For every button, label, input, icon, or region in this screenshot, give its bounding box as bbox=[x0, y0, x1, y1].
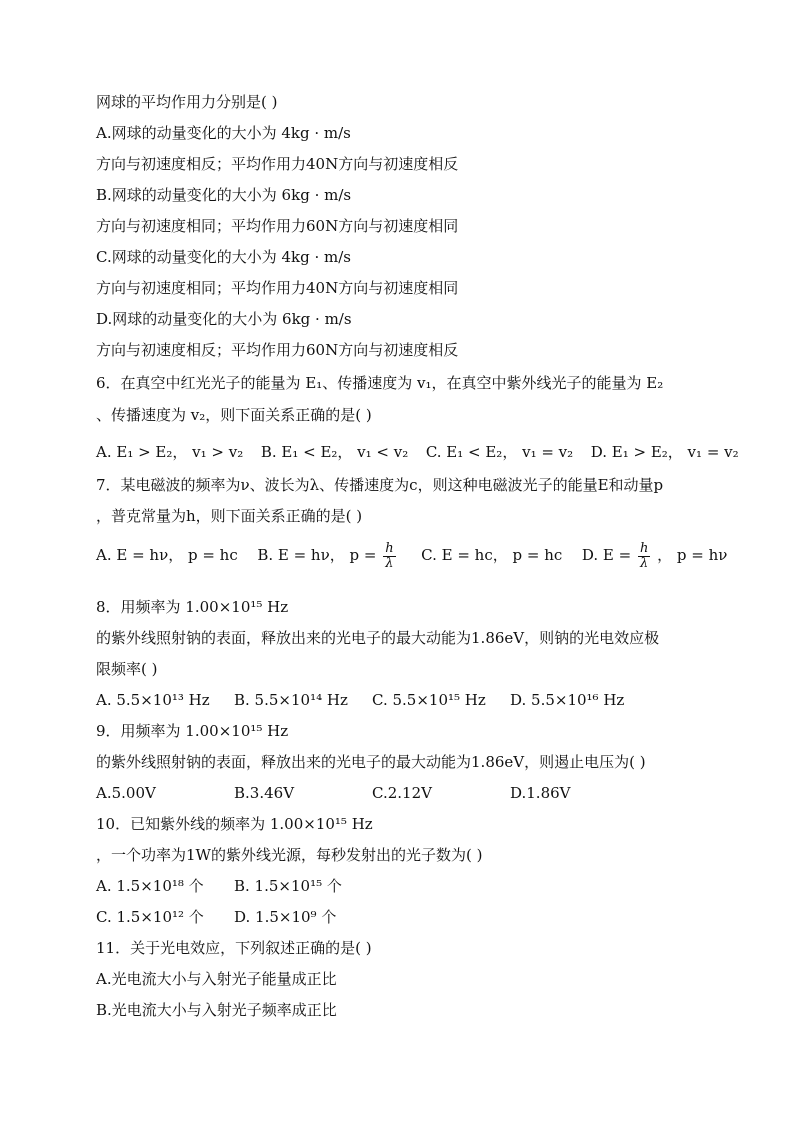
q5-option-c-line1: C.网球的动量变化的大小为 4kg · m/s bbox=[96, 248, 351, 266]
q6-stem-line2: 、传播速度为 v₂，则下面关系正确的是( ) bbox=[96, 406, 372, 424]
q10-option-d: D. 1.5×10⁹ 个 bbox=[234, 908, 337, 926]
q7-stem-line1: 7．某电磁波的频率为ν、波长为λ、传播速度为c，则这种电磁波光子的能量E和动量p bbox=[96, 476, 664, 494]
q8-stem-line2: 的紫外线照射钠的表面，释放出来的光电子的最大动能为1.86eV，则钠的光电效应极 bbox=[96, 629, 660, 647]
q5-option-a-line2: 方向与初速度相反；平均作用力40N方向与初速度相反 bbox=[96, 155, 459, 173]
q6-options bbox=[96, 442, 739, 462]
fraction-numerator: h bbox=[385, 540, 394, 556]
q6-option-d: D. E₁ > E₂， v₁ = v₂ bbox=[590, 443, 739, 461]
q8-stem-line3: 限频率( ) bbox=[96, 660, 158, 678]
q8-option-b: B. 5.5×10¹⁴ Hz bbox=[234, 691, 348, 709]
q7-option-b-fraction bbox=[383, 542, 395, 571]
q9-stem-line1: 9．用频率为 1.00×10¹⁵ Hz bbox=[96, 722, 289, 740]
q5-option-b-line1: B.网球的动量变化的大小为 6kg · m/s bbox=[96, 186, 352, 204]
fraction-numerator: h bbox=[639, 540, 649, 556]
q6-stem-line1: 6．在真空中红光光子的能量为 E₁、传播速度为 v₁，在真空中紫外线光子的能量为 E₂ bbox=[96, 374, 664, 392]
q8-stem-line1: 8．用频率为 1.00×10¹⁵ Hz bbox=[96, 598, 289, 616]
q11-option-b: B.光电流大小与入射光子频率成正比 bbox=[96, 1001, 337, 1019]
q9-option-b: B.3.46V bbox=[234, 784, 295, 802]
q9-stem-line2: 的紫外线照射钠的表面，释放出来的光电子的最大动能为1.86eV，则遏止电压为( ) bbox=[96, 753, 646, 771]
q5-option-b-line2: 方向与初速度相同；平均作用力60N方向与初速度相同 bbox=[96, 217, 459, 235]
q9-option-c: C.2.12V bbox=[372, 784, 432, 802]
q6-option-b: B. E₁ < E₂， v₁ < v₂ bbox=[260, 443, 409, 461]
q5-option-d-line2: 方向与初速度相反；平均作用力60N方向与初速度相反 bbox=[96, 341, 459, 359]
q10-stem-line2: ，一个功率为1W的紫外线光源，每秒发射出的光子数为( ) bbox=[96, 846, 483, 864]
q5-option-a-line1: A.网球的动量变化的大小为 4kg · m/s bbox=[96, 124, 351, 142]
q10-option-b: B. 1.5×10¹⁵ 个 bbox=[234, 877, 342, 895]
q7-option-d-fraction bbox=[638, 542, 650, 571]
q8-option-a: A. 5.5×10¹³ Hz bbox=[96, 691, 210, 709]
q6-option-c: C. E₁ < E₂， v₁ = v₂ bbox=[425, 443, 574, 461]
q5-option-c-line2: 方向与初速度相同；平均作用力40N方向与初速度相同 bbox=[96, 279, 459, 297]
q7-option-d bbox=[581, 540, 728, 571]
q8-option-c: C. 5.5×10¹⁵ Hz bbox=[372, 691, 486, 709]
q6-option-a: A. E₁ > E₂， v₁ > v₂ bbox=[96, 443, 244, 461]
q7-option-b bbox=[257, 540, 402, 571]
q7-option-b-text: B. E = hν， p = bbox=[257, 546, 377, 564]
fraction-denominator: λ bbox=[385, 555, 394, 571]
q9-option-a: A.5.00V bbox=[96, 784, 156, 802]
q10-option-c: C. 1.5×10¹² 个 bbox=[96, 908, 204, 926]
q7-options bbox=[96, 540, 727, 571]
fraction-denominator: λ bbox=[640, 555, 649, 571]
q7-stem-line2: ，普克常量为h，则下面关系正确的是( ) bbox=[96, 507, 363, 525]
q11-stem: 11．关于光电效应，下列叙述正确的是( ) bbox=[96, 939, 372, 957]
q10-stem-line1: 10．已知紫外线的频率为 1.00×10¹⁵ Hz bbox=[96, 815, 373, 833]
q11-option-a: A.光电流大小与入射光子能量成正比 bbox=[96, 970, 337, 988]
q8-option-d: D. 5.5×10¹⁶ Hz bbox=[510, 691, 625, 709]
q5-stem-end: 网球的平均作用力分别是( ) bbox=[96, 93, 278, 111]
q5-option-d-line1: D.网球的动量变化的大小为 6kg · m/s bbox=[96, 310, 352, 328]
q7-option-c: C. E = hc， p = hc bbox=[421, 546, 563, 564]
q7-option-d-text: D. E = bbox=[581, 546, 632, 564]
q10-option-a: A. 1.5×10¹⁸ 个 bbox=[96, 877, 204, 895]
q9-option-d: D.1.86V bbox=[510, 784, 571, 802]
q7-option-d-tail: ， p = hν bbox=[657, 546, 728, 564]
q7-option-a: A. E = hν， p = hc bbox=[96, 546, 238, 564]
